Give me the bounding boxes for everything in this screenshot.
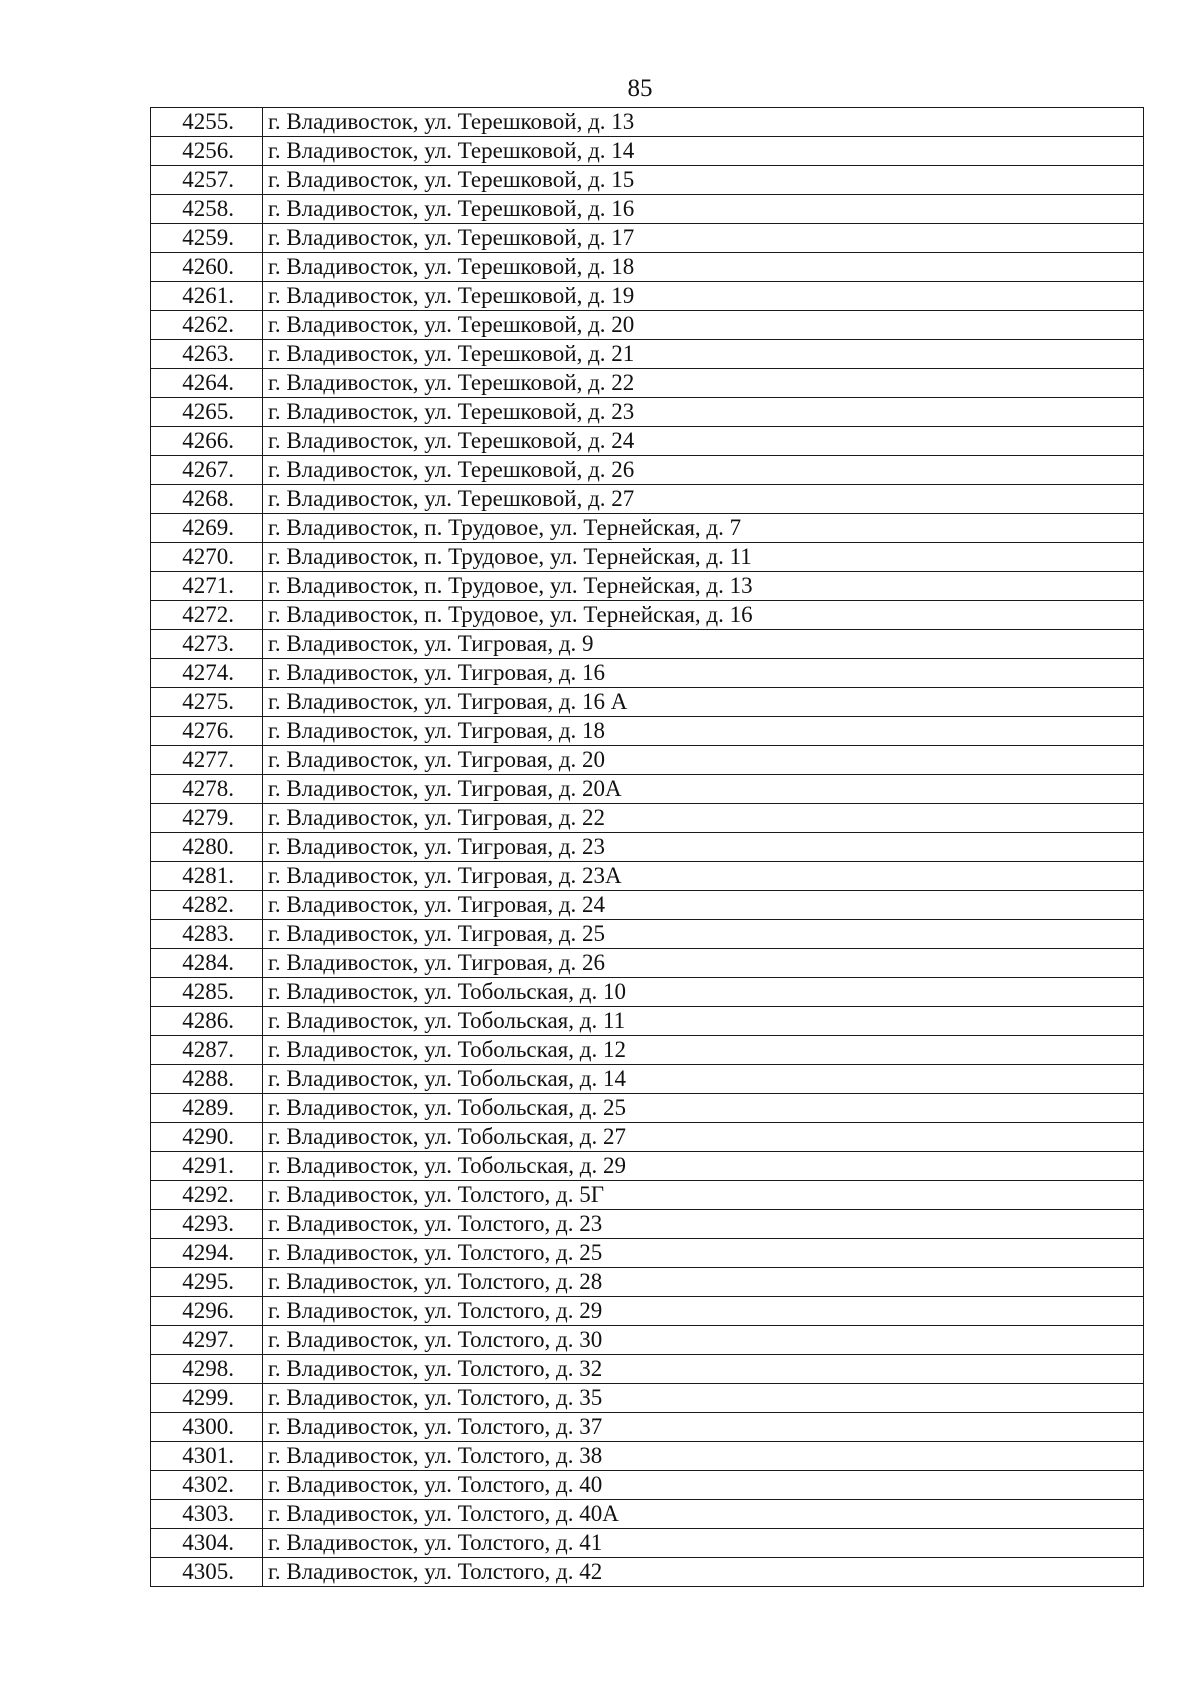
- row-address: г. Владивосток, ул. Терешковой, д. 16: [263, 195, 1144, 224]
- row-number: 4293.: [151, 1210, 263, 1239]
- row-number: 4286.: [151, 1007, 263, 1036]
- row-number: 4261.: [151, 282, 263, 311]
- table-row: [151, 282, 1144, 311]
- table-row: [151, 1529, 1144, 1558]
- table-row: [151, 311, 1144, 340]
- row-number: 4292.: [151, 1181, 263, 1210]
- row-number: 4262.: [151, 311, 263, 340]
- row-number: 4281.: [151, 862, 263, 891]
- row-number: 4278.: [151, 775, 263, 804]
- row-number: 4294.: [151, 1239, 263, 1268]
- row-number: 4276.: [151, 717, 263, 746]
- table-row: [151, 949, 1144, 978]
- row-address: г. Владивосток, ул. Терешковой, д. 13: [263, 108, 1144, 137]
- row-address: г. Владивосток, ул. Терешковой, д. 23: [263, 398, 1144, 427]
- row-number: 4269.: [151, 514, 263, 543]
- row-number: 4289.: [151, 1094, 263, 1123]
- row-address: г. Владивосток, ул. Толстого, д. 40: [263, 1471, 1144, 1500]
- row-address: г. Владивосток, ул. Терешковой, д. 18: [263, 253, 1144, 282]
- row-number: 4270.: [151, 543, 263, 572]
- row-number: 4266.: [151, 427, 263, 456]
- table-row: [151, 398, 1144, 427]
- table-row: [151, 659, 1144, 688]
- table-row: [151, 1413, 1144, 1442]
- table-row: [151, 804, 1144, 833]
- table-row: [151, 775, 1144, 804]
- table-row: [151, 1239, 1144, 1268]
- row-address: г. Владивосток, ул. Терешковой, д. 27: [263, 485, 1144, 514]
- row-address: г. Владивосток, ул. Толстого, д. 32: [263, 1355, 1144, 1384]
- table-row: [151, 1355, 1144, 1384]
- table-row: [151, 601, 1144, 630]
- table-row: [151, 1268, 1144, 1297]
- row-address: г. Владивосток, ул. Тигровая, д. 23: [263, 833, 1144, 862]
- table-row: [151, 1152, 1144, 1181]
- table-row: [151, 1326, 1144, 1355]
- row-number: 4273.: [151, 630, 263, 659]
- table-row: [151, 1297, 1144, 1326]
- table-row: [151, 195, 1144, 224]
- row-address: г. Владивосток, ул. Терешковой, д. 19: [263, 282, 1144, 311]
- table-row: [151, 1558, 1144, 1587]
- table-row: [151, 1123, 1144, 1152]
- row-address: г. Владивосток, ул. Толстого, д. 29: [263, 1297, 1144, 1326]
- table-row: [151, 572, 1144, 601]
- table-row: [151, 369, 1144, 398]
- row-address: г. Владивосток, п. Трудовое, ул. Тернейская, д. 7: [263, 514, 1144, 543]
- row-number: 4283.: [151, 920, 263, 949]
- table-row: [151, 1500, 1144, 1529]
- row-address: г. Владивосток, ул. Тобольская, д. 29: [263, 1152, 1144, 1181]
- row-number: 4305.: [151, 1558, 263, 1587]
- row-number: 4264.: [151, 369, 263, 398]
- row-number: 4302.: [151, 1471, 263, 1500]
- row-address: г. Владивосток, ул. Терешковой, д. 22: [263, 369, 1144, 398]
- row-number: 4303.: [151, 1500, 263, 1529]
- row-number: 4285.: [151, 978, 263, 1007]
- row-address: г. Владивосток, ул. Тобольская, д. 12: [263, 1036, 1144, 1065]
- row-address: г. Владивосток, ул. Тигровая, д. 18: [263, 717, 1144, 746]
- row-address: г. Владивосток, ул. Терешковой, д. 24: [263, 427, 1144, 456]
- row-number: 4258.: [151, 195, 263, 224]
- table-row: [151, 978, 1144, 1007]
- row-number: 4268.: [151, 485, 263, 514]
- row-number: 4288.: [151, 1065, 263, 1094]
- row-address: г. Владивосток, ул. Терешковой, д. 15: [263, 166, 1144, 195]
- table-row: [151, 485, 1144, 514]
- row-address: г. Владивосток, ул. Тобольская, д. 14: [263, 1065, 1144, 1094]
- row-address: г. Владивосток, ул. Толстого, д. 25: [263, 1239, 1144, 1268]
- row-address: г. Владивосток, п. Трудовое, ул. Тернейская, д. 13: [263, 572, 1144, 601]
- table-row: [151, 1065, 1144, 1094]
- row-number: 4263.: [151, 340, 263, 369]
- address-table: [150, 107, 1144, 1587]
- row-number: 4271.: [151, 572, 263, 601]
- address-table-body: [151, 108, 1144, 1587]
- row-address: г. Владивосток, ул. Терешковой, д. 26: [263, 456, 1144, 485]
- row-number: 4284.: [151, 949, 263, 978]
- row-address: г. Владивосток, ул. Тигровая, д. 25: [263, 920, 1144, 949]
- row-address: г. Владивосток, ул. Толстого, д. 35: [263, 1384, 1144, 1413]
- row-address: г. Владивосток, ул. Тигровая, д. 22: [263, 804, 1144, 833]
- row-address: г. Владивосток, ул. Тигровая, д. 20А: [263, 775, 1144, 804]
- table-row: [151, 514, 1144, 543]
- row-number: 4300.: [151, 1413, 263, 1442]
- row-address: г. Владивосток, ул. Тобольская, д. 11: [263, 1007, 1144, 1036]
- row-address: г. Владивосток, п. Трудовое, ул. Тернейская, д. 16: [263, 601, 1144, 630]
- row-address: г. Владивосток, ул. Терешковой, д. 21: [263, 340, 1144, 369]
- row-address: г. Владивосток, ул. Тигровая, д. 24: [263, 891, 1144, 920]
- row-address: г. Владивосток, ул. Толстого, д. 37: [263, 1413, 1144, 1442]
- table-row: [151, 746, 1144, 775]
- row-number: 4259.: [151, 224, 263, 253]
- table-row: [151, 862, 1144, 891]
- row-address: г. Владивосток, ул. Тигровая, д. 20: [263, 746, 1144, 775]
- row-number: 4277.: [151, 746, 263, 775]
- row-number: 4272.: [151, 601, 263, 630]
- row-number: 4296.: [151, 1297, 263, 1326]
- table-row: [151, 340, 1144, 369]
- row-number: 4280.: [151, 833, 263, 862]
- row-address: г. Владивосток, п. Трудовое, ул. Тернейская, д. 11: [263, 543, 1144, 572]
- row-number: 4287.: [151, 1036, 263, 1065]
- table-row: [151, 1007, 1144, 1036]
- row-address: г. Владивосток, ул. Терешковой, д. 20: [263, 311, 1144, 340]
- table-row: [151, 1094, 1144, 1123]
- row-address: г. Владивосток, ул. Толстого, д. 42: [263, 1558, 1144, 1587]
- table-row: [151, 920, 1144, 949]
- table-row: [151, 253, 1144, 282]
- row-address: г. Владивосток, ул. Толстого, д. 38: [263, 1442, 1144, 1471]
- row-number: 4267.: [151, 456, 263, 485]
- row-address: г. Владивосток, ул. Тигровая, д. 16 А: [263, 688, 1144, 717]
- table-row: [151, 456, 1144, 485]
- table-row: [151, 1384, 1144, 1413]
- table-row: [151, 543, 1144, 572]
- row-address: г. Владивосток, ул. Терешковой, д. 17: [263, 224, 1144, 253]
- row-address: г. Владивосток, ул. Тобольская, д. 10: [263, 978, 1144, 1007]
- table-row: [151, 224, 1144, 253]
- row-number: 4290.: [151, 1123, 263, 1152]
- row-address: г. Владивосток, ул. Тигровая, д. 9: [263, 630, 1144, 659]
- table-row: [151, 1036, 1144, 1065]
- row-address: г. Владивосток, ул. Толстого, д. 5Г: [263, 1181, 1144, 1210]
- table-row: [151, 137, 1144, 166]
- row-number: 4255.: [151, 108, 263, 137]
- table-row: [151, 1210, 1144, 1239]
- table-row: [151, 630, 1144, 659]
- row-number: 4297.: [151, 1326, 263, 1355]
- row-number: 4260.: [151, 253, 263, 282]
- row-address: г. Владивосток, ул. Толстого, д. 41: [263, 1529, 1144, 1558]
- table-row: [151, 891, 1144, 920]
- row-number: 4274.: [151, 659, 263, 688]
- row-number: 4282.: [151, 891, 263, 920]
- row-number: 4295.: [151, 1268, 263, 1297]
- row-number: 4291.: [151, 1152, 263, 1181]
- table-row: [151, 833, 1144, 862]
- row-number: 4257.: [151, 166, 263, 195]
- table-row: [151, 688, 1144, 717]
- table-row: [151, 1181, 1144, 1210]
- row-address: г. Владивосток, ул. Толстого, д. 23: [263, 1210, 1144, 1239]
- table-row: [151, 1471, 1144, 1500]
- row-number: 4304.: [151, 1529, 263, 1558]
- table-row: [151, 166, 1144, 195]
- row-address: г. Владивосток, ул. Толстого, д. 28: [263, 1268, 1144, 1297]
- table-row: [151, 1442, 1144, 1471]
- row-address: г. Владивосток, ул. Тобольская, д. 27: [263, 1123, 1144, 1152]
- row-number: 4301.: [151, 1442, 263, 1471]
- row-address: г. Владивосток, ул. Тобольская, д. 25: [263, 1094, 1144, 1123]
- row-address: г. Владивосток, ул. Терешковой, д. 14: [263, 137, 1144, 166]
- row-number: 4279.: [151, 804, 263, 833]
- row-address: г. Владивосток, ул. Тигровая, д. 23А: [263, 862, 1144, 891]
- table-row: [151, 427, 1144, 456]
- row-number: 4275.: [151, 688, 263, 717]
- table-row: [151, 108, 1144, 137]
- row-number: 4256.: [151, 137, 263, 166]
- page-number: 85: [627, 75, 653, 102]
- row-address: г. Владивосток, ул. Тигровая, д. 16: [263, 659, 1144, 688]
- row-number: 4265.: [151, 398, 263, 427]
- row-number: 4298.: [151, 1355, 263, 1384]
- table-row: [151, 717, 1144, 746]
- row-address: г. Владивосток, ул. Тигровая, д. 26: [263, 949, 1144, 978]
- row-number: 4299.: [151, 1384, 263, 1413]
- row-address: г. Владивосток, ул. Толстого, д. 40А: [263, 1500, 1144, 1529]
- row-address: г. Владивосток, ул. Толстого, д. 30: [263, 1326, 1144, 1355]
